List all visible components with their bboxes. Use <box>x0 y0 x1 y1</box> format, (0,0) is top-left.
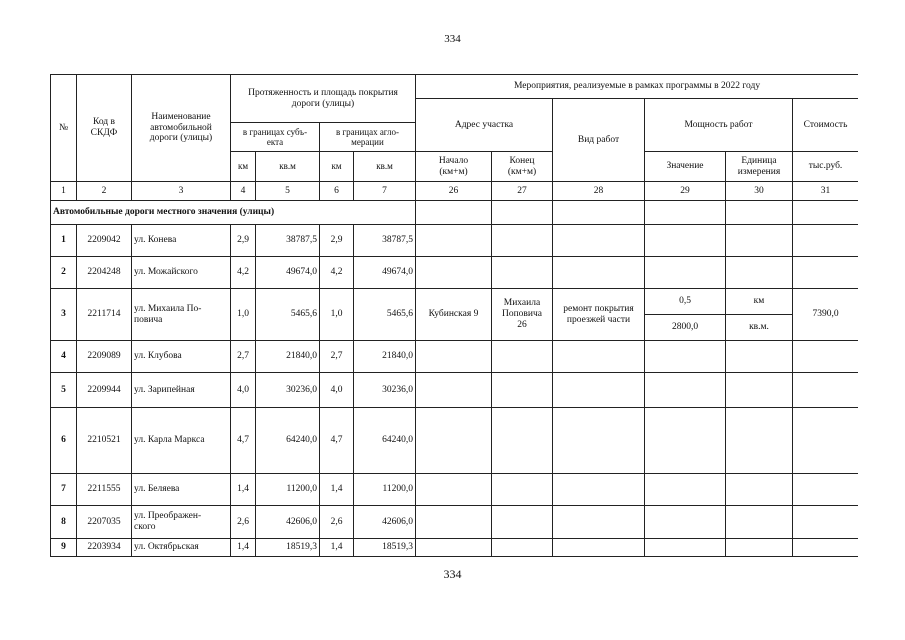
table-row <box>51 373 859 408</box>
row-code: 2203934 <box>77 539 132 557</box>
col-number: 28 <box>553 182 645 201</box>
row-code: 2209089 <box>77 341 132 373</box>
header-num: № <box>51 75 77 182</box>
col-number: 1 <box>51 182 77 201</box>
header-length-area: Протяженность и площадь покрытия дороги (улицы) <box>231 75 416 123</box>
col-number: 31 <box>793 182 859 201</box>
table-row <box>51 289 859 315</box>
row-value: 2800,0 <box>645 315 726 341</box>
page-number-bottom: 334 <box>443 567 462 581</box>
table-row <box>51 341 859 373</box>
row-num: 5 <box>51 373 77 408</box>
header-km-1: км <box>231 152 256 182</box>
section-row <box>51 201 859 225</box>
table-row <box>51 474 859 506</box>
row-km-subject: 4,0 <box>231 373 256 408</box>
row-num: 7 <box>51 474 77 506</box>
row-sqm-subject: 5465,6 <box>256 289 320 341</box>
row-sqm-agglomeration: 21840,0 <box>354 341 416 373</box>
header-cost-unit: тыс.руб. <box>793 152 859 182</box>
header-address: Адрес участка <box>416 99 553 152</box>
row-sqm-subject: 64240,0 <box>256 408 320 474</box>
header-capacity: Мощность работ <box>645 99 793 152</box>
row-km-subject: 2,6 <box>231 506 256 539</box>
row-sqm-agglomeration: 38787,5 <box>354 225 416 257</box>
row-km-subject: 1,4 <box>231 539 256 557</box>
header-cost: Стоимость <box>793 99 859 152</box>
col-number: 5 <box>256 182 320 201</box>
row-sqm-agglomeration: 49674,0 <box>354 257 416 289</box>
col-number: 4 <box>231 182 256 201</box>
row-road-name: ул. Можайского <box>132 257 231 289</box>
header-code: Код в СКДФ <box>77 75 132 182</box>
header-value: Значение <box>645 152 726 182</box>
row-km-agglomeration: 4,2 <box>320 257 354 289</box>
row-end: Михаила Поповича 26 <box>492 289 553 341</box>
col-number: 3 <box>132 182 231 201</box>
row-num: 9 <box>51 539 77 557</box>
row-km-agglomeration: 1,4 <box>320 474 354 506</box>
row-sqm-subject: 42606,0 <box>256 506 320 539</box>
table-row <box>51 506 859 539</box>
row-road-name: ул. Беляева <box>132 474 231 506</box>
row-code: 2211555 <box>77 474 132 506</box>
row-km-subject: 4,2 <box>231 257 256 289</box>
row-cost: 7390,0 <box>793 289 859 341</box>
page-number-top: 334 <box>444 33 461 45</box>
section-title: Автомобильные дороги местного значения (улицы) <box>51 201 416 225</box>
col-number: 2 <box>77 182 132 201</box>
row-sqm-subject: 38787,5 <box>256 225 320 257</box>
row-sqm-subject: 11200,0 <box>256 474 320 506</box>
row-sqm-subject: 18519,3 <box>256 539 320 557</box>
row-road-name: ул. Конева <box>132 225 231 257</box>
row-km-agglomeration: 4,0 <box>320 373 354 408</box>
column-numbers-row <box>51 182 859 201</box>
header-road-name: Наименование автомобильной дороги (улицы) <box>132 75 231 182</box>
row-unit: км <box>726 289 793 315</box>
row-road-name: ул. Преображен- ского <box>132 506 231 539</box>
header-end: Конец (км+м) <box>492 152 553 182</box>
row-num: 2 <box>51 257 77 289</box>
col-number: 26 <box>416 182 492 201</box>
roads-table-wrapper <box>50 74 858 564</box>
row-km-subject: 2,7 <box>231 341 256 373</box>
row-code: 2204248 <box>77 257 132 289</box>
table-row <box>51 257 859 289</box>
row-road-name: ул. Клубова <box>132 341 231 373</box>
row-sqm-agglomeration: 11200,0 <box>354 474 416 506</box>
row-code: 2209944 <box>77 373 132 408</box>
row-km-agglomeration: 2,6 <box>320 506 354 539</box>
col-number: 6 <box>320 182 354 201</box>
row-km-agglomeration: 2,7 <box>320 341 354 373</box>
header-sqm-1: кв.м <box>256 152 320 182</box>
header-work-type: Вид работ <box>553 99 645 182</box>
row-road-name: ул. Михаила По- повича <box>132 289 231 341</box>
row-code: 2209042 <box>77 225 132 257</box>
row-sqm-agglomeration: 30236,0 <box>354 373 416 408</box>
row-sqm-subject: 30236,0 <box>256 373 320 408</box>
row-sqm-agglomeration: 42606,0 <box>354 506 416 539</box>
header-in-subject: в границах субъ- екта <box>231 123 320 152</box>
row-km-agglomeration: 4,7 <box>320 408 354 474</box>
row-km-agglomeration: 2,9 <box>320 225 354 257</box>
row-num: 3 <box>51 289 77 341</box>
row-sqm-subject: 21840,0 <box>256 341 320 373</box>
row-num: 8 <box>51 506 77 539</box>
header-km-2: км <box>320 152 354 182</box>
row-km-subject: 2,9 <box>231 225 256 257</box>
row-sqm-agglomeration: 64240,0 <box>354 408 416 474</box>
table-row <box>51 539 859 557</box>
row-value: 0,5 <box>645 289 726 315</box>
row-sqm-agglomeration: 18519,3 <box>354 539 416 557</box>
row-code: 2207035 <box>77 506 132 539</box>
row-road-name: ул. Октябрьская <box>132 539 231 557</box>
row-num: 6 <box>51 408 77 474</box>
row-road-name: ул. Карла Маркса <box>132 408 231 474</box>
row-start: Кубинская 9 <box>416 289 492 341</box>
header-start: Начало (км+м) <box>416 152 492 182</box>
row-km-subject: 4,7 <box>231 408 256 474</box>
table-row <box>51 408 859 474</box>
row-work-type: ремонт покрытия проезжей части <box>553 289 645 341</box>
row-num: 4 <box>51 341 77 373</box>
col-number: 29 <box>645 182 726 201</box>
header-sqm-2: кв.м <box>354 152 416 182</box>
col-number: 27 <box>492 182 553 201</box>
header-unit: Единица измерения <box>726 152 793 182</box>
row-km-subject: 1,0 <box>231 289 256 341</box>
row-sqm-subject: 49674,0 <box>256 257 320 289</box>
col-number: 7 <box>354 182 416 201</box>
row-unit: кв.м. <box>726 315 793 341</box>
row-km-subject: 1,4 <box>231 474 256 506</box>
row-road-name: ул. Зарипейная <box>132 373 231 408</box>
row-num: 1 <box>51 225 77 257</box>
table-row <box>51 225 859 257</box>
row-km-agglomeration: 1,0 <box>320 289 354 341</box>
header-in-agglomeration: в границах агло- мерации <box>320 123 416 152</box>
col-number: 30 <box>726 182 793 201</box>
roads-table <box>50 74 858 557</box>
row-code: 2211714 <box>77 289 132 341</box>
row-km-agglomeration: 1,4 <box>320 539 354 557</box>
row-sqm-agglomeration: 5465,6 <box>354 289 416 341</box>
row-code: 2210521 <box>77 408 132 474</box>
header-measures: Мероприятия, реализуемые в рамках программы в 2022 году <box>416 75 859 99</box>
